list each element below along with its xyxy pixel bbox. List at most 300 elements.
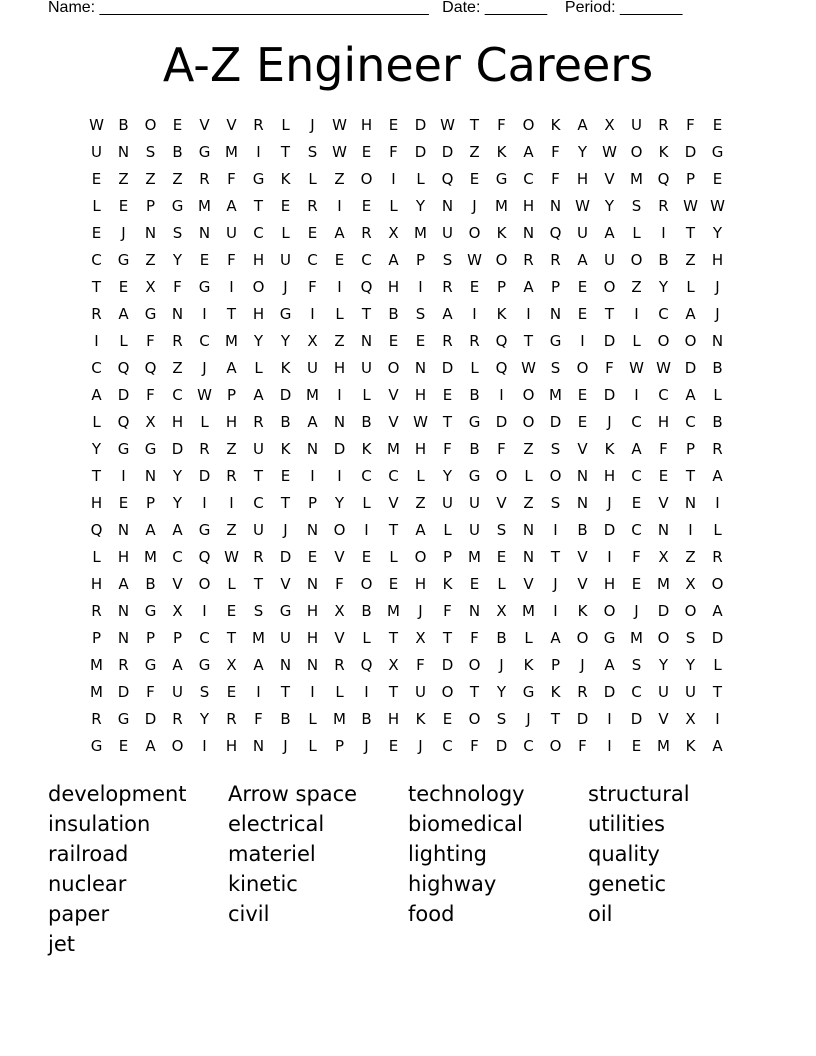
grid-letter: Z [685, 547, 696, 566]
grid-letter: G [117, 709, 130, 728]
grid-letter: E [226, 601, 237, 620]
grid-letter: E [118, 736, 129, 755]
grid-letter: A [226, 196, 237, 215]
grid-letter: Z [334, 169, 345, 188]
word-item: railroad [48, 842, 129, 866]
grid-letter: Q [549, 223, 562, 242]
grid-letter: R [199, 439, 210, 458]
grid-letter: E [388, 736, 399, 755]
grid-letter: F [578, 736, 587, 755]
grid-letter: B [145, 574, 156, 593]
grid-letter: T [469, 682, 480, 701]
grid-letter: R [91, 304, 102, 323]
grid-letter: H [333, 358, 346, 377]
grid-letter: Y [334, 493, 345, 512]
grid-letter: A [631, 439, 642, 458]
grid-letter: A [577, 115, 588, 134]
grid-letter: V [388, 412, 399, 431]
grid-letter: B [361, 601, 372, 620]
grid-letter: L [416, 466, 425, 485]
grid-letter: L [308, 169, 317, 188]
grid-letter: L [362, 628, 371, 647]
grid-letter: Z [172, 169, 183, 188]
grid-letter: Z [145, 169, 156, 188]
grid-letter: R [523, 250, 534, 269]
grid-letter: Q [441, 169, 454, 188]
grid-letter: K [550, 682, 561, 701]
grid-letter: H [603, 574, 616, 593]
grid-letter: V [172, 574, 183, 593]
grid-letter: W [656, 358, 671, 377]
grid-letter: T [550, 547, 561, 566]
grid-letter: F [146, 682, 155, 701]
grid-letter: F [335, 574, 344, 593]
grid-letter: I [499, 385, 504, 404]
grid-letter: P [496, 277, 507, 296]
grid-letter: R [307, 196, 318, 215]
grid-letter: P [550, 655, 561, 674]
grid-letter: T [685, 223, 696, 242]
grid-letter: D [144, 709, 157, 728]
grid-letter: C [361, 466, 372, 485]
grid-letter: A [226, 358, 237, 377]
grid-letter: R [118, 655, 129, 674]
grid-letter: E [307, 223, 318, 242]
grid-letter: M [225, 331, 238, 350]
grid-letter: Y [415, 196, 426, 215]
grid-letter: A [685, 304, 696, 323]
grid-letter: T [388, 520, 399, 539]
grid-letter: Q [360, 277, 373, 296]
grid-letter: D [414, 142, 427, 161]
grid-letter: R [361, 223, 372, 242]
grid-letter: I [580, 331, 585, 350]
grid-letter: I [715, 709, 720, 728]
grid-letter: W [89, 115, 104, 134]
grid-letter: A [577, 250, 588, 269]
grid-letter: U [226, 223, 237, 242]
grid-letter: U [415, 682, 426, 701]
grid-letter: D [549, 412, 562, 431]
grid-letter: J [283, 277, 288, 296]
grid-letter: U [253, 439, 264, 458]
grid-letter: E [226, 682, 237, 701]
grid-letter: Q [495, 358, 508, 377]
grid-letter: N [279, 655, 292, 674]
word-item: civil [228, 902, 270, 926]
word-item: electrical [228, 812, 325, 836]
grid-letter: L [227, 574, 236, 593]
grid-letter: T [442, 412, 453, 431]
grid-letter: O [441, 682, 454, 701]
grid-letter: M [495, 196, 508, 215]
grid-letter: X [496, 601, 507, 620]
grid-letter: I [553, 520, 558, 539]
grid-letter: I [715, 493, 720, 512]
grid-letter: V [496, 493, 507, 512]
grid-letter: U [307, 358, 318, 377]
grid-letter: N [306, 655, 319, 674]
grid-letter: D [684, 358, 697, 377]
grid-letter: U [685, 682, 696, 701]
grid-letter: N [198, 223, 211, 242]
grid-letter: I [310, 466, 315, 485]
grid-letter: W [521, 358, 536, 377]
grid-letter: E [118, 493, 129, 512]
grid-letter: S [199, 682, 210, 701]
grid-letter: Q [144, 358, 157, 377]
grid-letter: X [145, 277, 156, 296]
grid-letter: S [145, 142, 156, 161]
word-item: utilities [588, 812, 665, 836]
grid-letter: E [199, 250, 210, 269]
grid-letter: D [414, 115, 427, 134]
grid-letter: O [630, 250, 643, 269]
grid-letter: H [657, 412, 670, 431]
grid-letter: B [118, 115, 129, 134]
grid-letter: I [472, 304, 477, 323]
grid-letter: C [658, 385, 669, 404]
grid-letter: H [252, 250, 265, 269]
grid-letter: S [307, 142, 318, 161]
grid-letter: M [468, 547, 481, 566]
grid-letter: N [468, 601, 481, 620]
grid-letter: E [577, 304, 588, 323]
grid-letter: G [549, 331, 562, 350]
grid-letter: T [550, 709, 561, 728]
grid-letter: E [388, 115, 399, 134]
grid-letter: D [117, 682, 130, 701]
grid-letter: R [226, 709, 237, 728]
grid-letter: S [442, 250, 453, 269]
grid-letter: J [472, 196, 477, 215]
grid-letter: X [145, 412, 156, 431]
grid-letter: G [90, 736, 103, 755]
grid-letter: O [495, 250, 508, 269]
grid-letter: G [117, 439, 130, 458]
grid-letter: R [253, 115, 264, 134]
grid-letter: F [470, 628, 479, 647]
grid-letter: E [658, 466, 669, 485]
grid-letter: M [387, 601, 400, 620]
grid-letter: G [279, 601, 292, 620]
grid-letter: Z [685, 250, 696, 269]
grid-letter: N [360, 331, 373, 350]
grid-letter: D [441, 655, 454, 674]
grid-letter: K [442, 574, 453, 593]
grid-letter: Q [198, 547, 211, 566]
grid-letter: Z [523, 439, 534, 458]
grid-letter: D [441, 358, 454, 377]
grid-letter: S [415, 304, 426, 323]
grid-letter: Z [415, 493, 426, 512]
grid-letter: O [252, 277, 265, 296]
grid-letter: L [713, 385, 722, 404]
grid-letter: N [441, 196, 454, 215]
grid-letter: F [551, 169, 560, 188]
grid-letter: G [252, 169, 265, 188]
word-item: oil [588, 902, 613, 926]
grid-letter: H [387, 277, 400, 296]
grid-letter: L [632, 331, 641, 350]
grid-letter: I [229, 277, 234, 296]
grid-letter: X [604, 115, 615, 134]
grid-letter: D [603, 520, 616, 539]
word-item: food [408, 902, 455, 926]
grid-letter: S [685, 628, 696, 647]
grid-letter: A [172, 520, 183, 539]
grid-letter: D [684, 142, 697, 161]
grid-letter: V [388, 385, 399, 404]
grid-letter: L [254, 358, 263, 377]
grid-letter: A [604, 223, 615, 242]
grid-letter: I [310, 682, 315, 701]
grid-letter: F [227, 169, 236, 188]
grid-letter: Y [496, 682, 507, 701]
grid-letter: B [280, 709, 291, 728]
grid-letter: M [225, 142, 238, 161]
word-item: highway [408, 872, 497, 896]
grid-letter: M [414, 223, 427, 242]
grid-letter: L [362, 493, 371, 512]
grid-letter: E [415, 331, 426, 350]
grid-letter: M [549, 385, 562, 404]
grid-letter: N [522, 547, 535, 566]
grid-letter: D [603, 682, 616, 701]
grid-letter: E [469, 169, 480, 188]
grid-letter: D [279, 385, 292, 404]
grid-letter: V [199, 115, 210, 134]
grid-letter: L [632, 223, 641, 242]
grid-letter: Z [145, 250, 156, 269]
grid-letter: A [415, 520, 426, 539]
grid-letter: A [712, 601, 723, 620]
grid-letter: O [414, 547, 427, 566]
grid-letter: O [603, 277, 616, 296]
grid-letter: V [280, 574, 291, 593]
grid-letter: J [418, 736, 423, 755]
grid-letter: U [604, 250, 615, 269]
grid-letter: K [496, 223, 507, 242]
grid-letter: E [361, 142, 372, 161]
grid-letter: N [306, 439, 319, 458]
grid-letter: O [360, 574, 373, 593]
grid-letter: N [333, 412, 346, 431]
word-item: insulation [48, 812, 151, 836]
grid-letter: L [389, 196, 398, 215]
grid-letter: R [172, 709, 183, 728]
grid-letter: H [522, 196, 535, 215]
grid-letter: V [577, 547, 588, 566]
grid-letter: I [337, 277, 342, 296]
grid-letter: N [117, 520, 130, 539]
grid-letter: L [335, 304, 344, 323]
grid-letter: S [631, 655, 642, 674]
grid-letter: F [659, 439, 668, 458]
grid-letter: D [603, 331, 616, 350]
grid-letter: H [387, 709, 400, 728]
grid-letter: N [306, 520, 319, 539]
grid-letter: T [91, 466, 102, 485]
grid-letter: N [117, 628, 130, 647]
grid-letter: T [280, 493, 291, 512]
grid-letter: T [361, 304, 372, 323]
grid-letter: X [685, 709, 696, 728]
grid-letter: R [91, 601, 102, 620]
grid-letter: D [441, 142, 454, 161]
grid-letter: L [524, 466, 533, 485]
grid-letter: V [388, 493, 399, 512]
word-item: structural [588, 782, 690, 806]
grid-letter: H [171, 412, 184, 431]
grid-letter: O [603, 601, 616, 620]
grid-letter: Z [334, 331, 345, 350]
grid-letter: R [442, 277, 453, 296]
grid-letter: E [91, 169, 102, 188]
grid-letter: D [198, 466, 211, 485]
grid-letter: N [117, 142, 130, 161]
grid-letter: S [496, 709, 507, 728]
grid-letter: O [576, 358, 589, 377]
grid-letter: W [602, 142, 617, 161]
grid-letter: O [360, 169, 373, 188]
grid-letter: J [526, 709, 531, 728]
grid-letter: L [389, 547, 398, 566]
grid-letter: P [685, 439, 696, 458]
grid-letter: L [686, 277, 695, 296]
grid-letter: N [684, 493, 697, 512]
grid-letter: J [202, 358, 207, 377]
grid-letter: E [442, 709, 453, 728]
grid-letter: Z [118, 169, 129, 188]
grid-letter: O [549, 466, 562, 485]
grid-letter: Y [172, 466, 183, 485]
grid-letter: D [657, 601, 670, 620]
grid-letter: J [715, 277, 720, 296]
grid-letter: E [118, 277, 129, 296]
grid-letter: N [576, 466, 589, 485]
grid-letter: A [118, 304, 129, 323]
grid-letter: G [711, 142, 724, 161]
grid-letter: K [415, 709, 426, 728]
grid-letter: G [279, 304, 292, 323]
grid-letter: T [388, 682, 399, 701]
grid-letter: B [712, 358, 723, 377]
grid-letter: E [388, 574, 399, 593]
grid-letter: B [577, 520, 588, 539]
grid-letter: L [92, 547, 101, 566]
word-item: jet [48, 932, 75, 956]
grid-letter: O [711, 574, 724, 593]
grid-letter: I [364, 520, 369, 539]
grid-letter: T [91, 277, 102, 296]
grid-letter: R [442, 331, 453, 350]
grid-letter: O [522, 115, 535, 134]
grid-letter: J [715, 304, 720, 323]
grid-letter: X [334, 601, 345, 620]
grid-letter: X [226, 655, 237, 674]
grid-letter: K [523, 655, 534, 674]
grid-letter: Z [469, 142, 480, 161]
grid-letter: R [253, 547, 264, 566]
grid-letter: N [576, 493, 589, 512]
grid-letter: L [200, 412, 209, 431]
grid-letter: I [256, 142, 261, 161]
grid-letter: E [307, 547, 318, 566]
word-item: nuclear [48, 872, 127, 896]
grid-letter: A [253, 385, 264, 404]
grid-letter: L [92, 412, 101, 431]
grid-letter: V [658, 493, 669, 512]
grid-letter: V [226, 115, 237, 134]
grid-letter: L [281, 115, 290, 134]
grid-letter: E [712, 115, 723, 134]
grid-letter: P [334, 736, 345, 755]
grid-letter: K [496, 142, 507, 161]
grid-letter: G [171, 196, 184, 215]
grid-letter: Y [280, 331, 291, 350]
grid-letter: N [144, 466, 157, 485]
grid-letter: A [307, 412, 318, 431]
grid-letter: I [202, 601, 207, 620]
grid-letter: S [253, 601, 264, 620]
grid-letter: V [334, 628, 345, 647]
grid-letter: D [495, 736, 508, 755]
grid-letter: C [631, 466, 642, 485]
grid-letter: O [522, 385, 535, 404]
grid-letter: Z [226, 439, 237, 458]
grid-letter: R [658, 115, 669, 134]
grid-letter: D [576, 709, 589, 728]
grid-letter: E [388, 331, 399, 350]
grid-letter: Y [685, 655, 696, 674]
grid-letter: Y [604, 196, 615, 215]
grid-letter: S [631, 196, 642, 215]
grid-letter: C [442, 736, 453, 755]
grid-letter: G [198, 142, 211, 161]
grid-letter: M [306, 385, 319, 404]
grid-letter: P [442, 547, 453, 566]
grid-letter: M [252, 628, 265, 647]
grid-letter: W [629, 358, 644, 377]
grid-letter: U [631, 115, 642, 134]
grid-letter: O [657, 628, 670, 647]
grid-letter: I [94, 331, 99, 350]
word-item: development [48, 782, 187, 806]
grid-letter: E [577, 385, 588, 404]
grid-letter: L [416, 169, 425, 188]
grid-letter: M [333, 709, 346, 728]
grid-letter: F [470, 736, 479, 755]
word-item: paper [48, 902, 110, 926]
grid-letter: O [468, 223, 481, 242]
grid-letter: I [121, 466, 126, 485]
grid-letter: N [414, 358, 427, 377]
grid-letter: A [172, 655, 183, 674]
grid-letter: B [172, 142, 183, 161]
grid-letter: J [283, 520, 288, 539]
grid-letter: C [631, 520, 642, 539]
grid-letter: W [440, 115, 455, 134]
grid-letter: U [577, 223, 588, 242]
grid-letter: A [145, 736, 156, 755]
grid-letter: B [469, 439, 480, 458]
grid-letter: Y [658, 655, 669, 674]
grid-letter: N [711, 331, 724, 350]
grid-letter: C [631, 412, 642, 431]
grid-letter: U [469, 520, 480, 539]
grid-letter: W [224, 547, 239, 566]
